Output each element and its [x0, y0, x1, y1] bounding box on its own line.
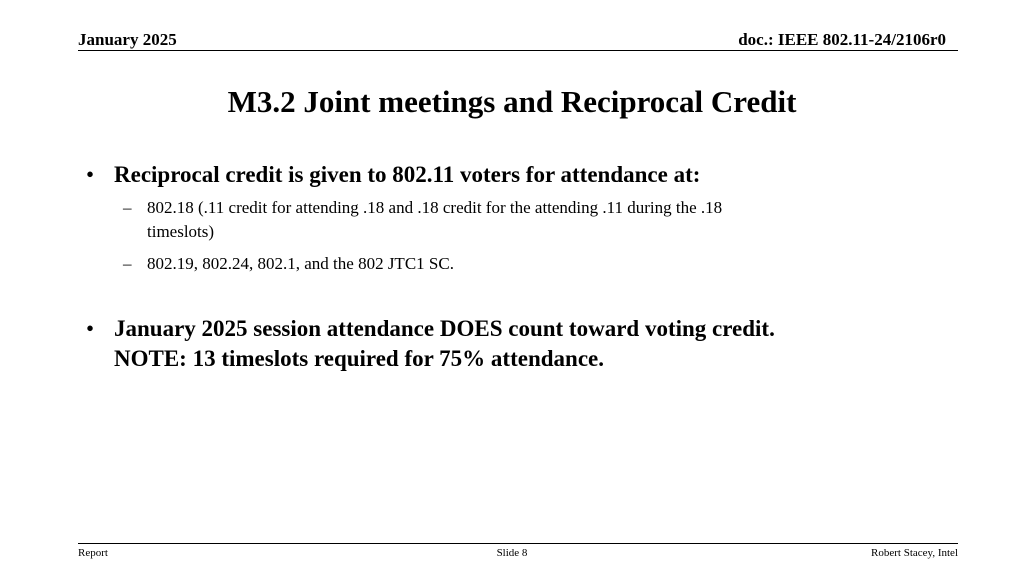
footer-author: Robert Stacey, Intel — [871, 547, 958, 559]
header-divider — [78, 50, 958, 51]
bullet-text: Reciprocal credit is given to 802.11 voters for attendance at: — [114, 162, 701, 187]
sub-item-other-groups — [123, 252, 913, 276]
sub-item-line: timeslots) — [147, 222, 215, 241]
footer-slide-number: Slide 8 — [496, 547, 528, 559]
sub-item-802-18 — [123, 196, 913, 244]
footer-divider — [78, 543, 958, 544]
sub-item-line: 802.19, 802.24, 802.1, and the 802 JTC1 SC. — [147, 254, 454, 273]
sub-item-marker: – — [123, 198, 132, 217]
bullet-line: NOTE: 13 timeslots required for 75% attendance. — [114, 346, 604, 371]
footer-report-label: Report — [78, 547, 108, 559]
sub-item-line: 802.18 (.11 credit for attending .18 and .18 credit for the attending .11 during the .18 — [147, 198, 723, 217]
sub-item-text — [147, 252, 913, 276]
bullet-item-attendance-note — [86, 314, 916, 374]
sub-item-text — [147, 196, 913, 244]
slide-title: M3.2 Joint meetings and Reciprocal Credit — [227, 84, 797, 119]
bullet-line: January 2025 session attendance DOES count toward voting credit. — [114, 316, 775, 341]
sub-item-marker: – — [123, 254, 132, 273]
bullet-text — [114, 314, 916, 374]
header-date: January 2025 — [78, 30, 177, 49]
bullet-marker: • — [86, 162, 95, 187]
bullet-marker: • — [86, 316, 95, 341]
header-doc-id: doc.: IEEE 802.11-24/2106r0 — [738, 30, 946, 49]
bullet-item-reciprocal-credit — [86, 160, 916, 190]
